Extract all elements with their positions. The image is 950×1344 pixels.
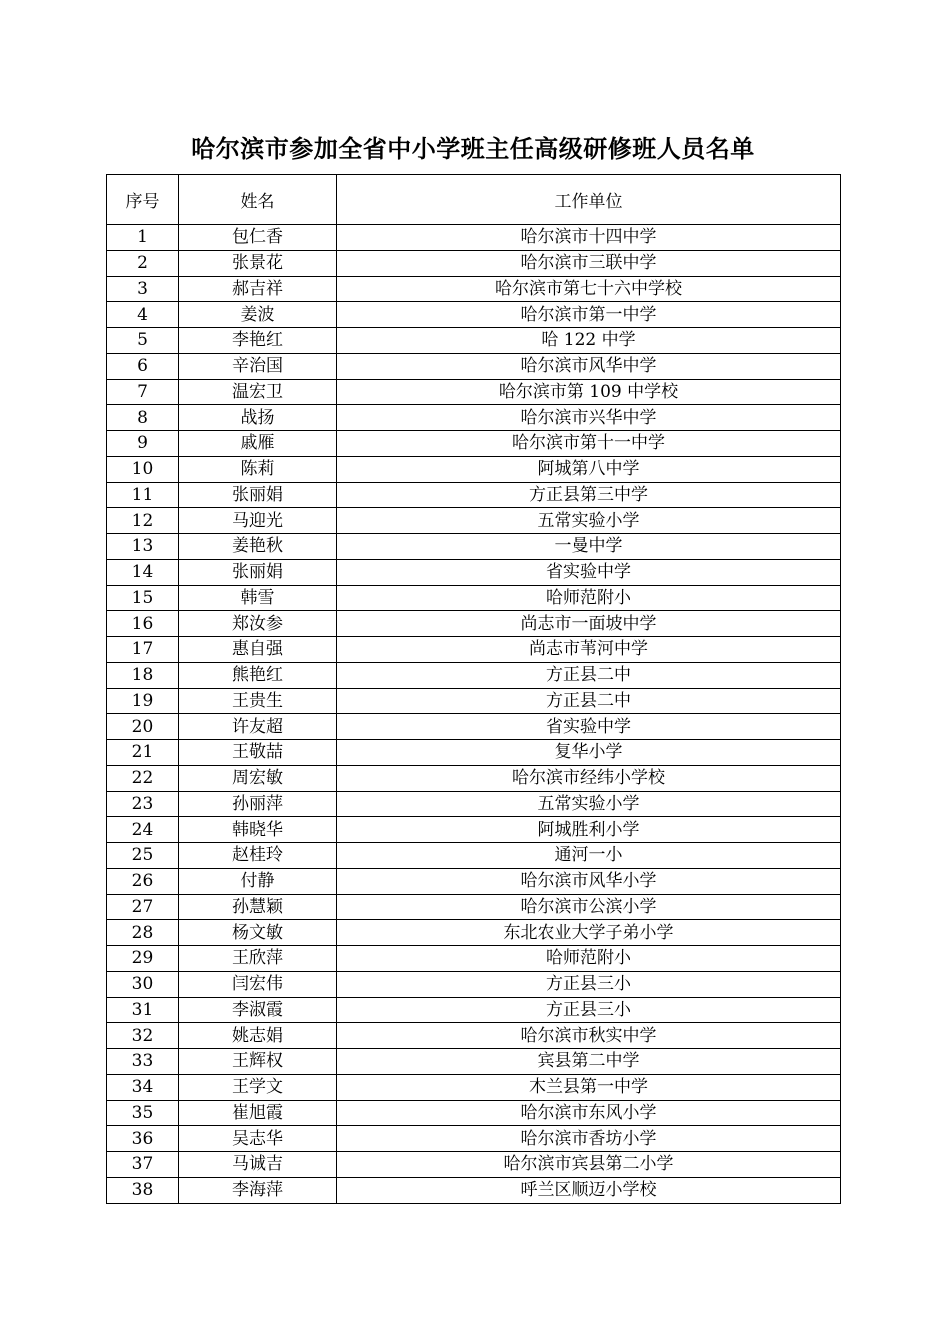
row-name-cell: 韩晓华 <box>179 817 337 843</box>
row-number-cell: 27 <box>107 894 179 920</box>
row-unit-cell: 通河一小 <box>337 843 841 869</box>
table-row <box>107 405 841 431</box>
row-number-cell: 24 <box>107 817 179 843</box>
header-no: 序号 <box>107 175 179 225</box>
row-number-cell: 26 <box>107 868 179 894</box>
row-unit-cell: 哈尔滨市十四中学 <box>337 225 841 251</box>
row-unit-cell: 呼兰区顺迈小学校 <box>337 1177 841 1203</box>
row-number-cell: 13 <box>107 534 179 560</box>
row-name-cell: 姜波 <box>179 302 337 328</box>
table-row <box>107 791 841 817</box>
row-name-cell: 马诚吉 <box>179 1152 337 1178</box>
roster-table <box>106 174 841 1204</box>
row-unit-cell: 哈尔滨市兴华中学 <box>337 405 841 431</box>
row-number-cell: 37 <box>107 1152 179 1178</box>
table-row <box>107 431 841 457</box>
table-row <box>107 250 841 276</box>
row-name-cell: 熊艳红 <box>179 662 337 688</box>
table-row <box>107 1049 841 1075</box>
row-name-cell: 戚雁 <box>179 431 337 457</box>
table-row <box>107 302 841 328</box>
row-name-cell: 王欣萍 <box>179 946 337 972</box>
row-unit-cell: 阿城胜利小学 <box>337 817 841 843</box>
row-name-cell: 张丽娟 <box>179 482 337 508</box>
row-unit-cell: 东北农业大学子弟小学 <box>337 920 841 946</box>
table-row <box>107 765 841 791</box>
row-name-cell: 孙丽萍 <box>179 791 337 817</box>
row-name-cell: 李淑霞 <box>179 997 337 1023</box>
table-row <box>107 971 841 997</box>
row-number-cell: 2 <box>107 250 179 276</box>
page-title: 哈尔滨市参加全省中小学班主任高级研修班人员名单 <box>191 135 755 163</box>
table-row <box>107 328 841 354</box>
row-unit-cell: 方正县三小 <box>337 997 841 1023</box>
table-row <box>107 714 841 740</box>
row-unit-cell: 五常实验小学 <box>337 791 841 817</box>
row-number-cell: 36 <box>107 1126 179 1152</box>
row-unit-cell: 方正县二中 <box>337 688 841 714</box>
row-name-cell: 战扬 <box>179 405 337 431</box>
row-unit-cell: 五常实验小学 <box>337 508 841 534</box>
table-row <box>107 1126 841 1152</box>
row-number-cell: 23 <box>107 791 179 817</box>
table-row <box>107 637 841 663</box>
table-row <box>107 276 841 302</box>
header-name: 姓名 <box>179 175 337 225</box>
table-row <box>107 817 841 843</box>
row-unit-cell: 哈尔滨市香坊小学 <box>337 1126 841 1152</box>
row-number-cell: 1 <box>107 225 179 251</box>
table-row <box>107 843 841 869</box>
row-name-cell: 李艳红 <box>179 328 337 354</box>
row-name-cell: 王贵生 <box>179 688 337 714</box>
row-name-cell: 崔旭霞 <box>179 1100 337 1126</box>
row-number-cell: 19 <box>107 688 179 714</box>
row-number-cell: 22 <box>107 765 179 791</box>
row-number-cell: 17 <box>107 637 179 663</box>
table-row <box>107 353 841 379</box>
table-row <box>107 456 841 482</box>
row-unit-cell: 尚志市苇河中学 <box>337 637 841 663</box>
row-number-cell: 25 <box>107 843 179 869</box>
row-number-cell: 15 <box>107 585 179 611</box>
row-number-cell: 12 <box>107 508 179 534</box>
table-row <box>107 688 841 714</box>
table-row <box>107 740 841 766</box>
row-unit-cell: 哈尔滨市东风小学 <box>337 1100 841 1126</box>
row-number-cell: 21 <box>107 740 179 766</box>
row-unit-cell: 一曼中学 <box>337 534 841 560</box>
row-unit-cell: 哈尔滨市秋实中学 <box>337 1023 841 1049</box>
row-name-cell: 韩雪 <box>179 585 337 611</box>
row-name-cell: 包仁香 <box>179 225 337 251</box>
table-row <box>107 585 841 611</box>
row-unit-cell: 哈师范附小 <box>337 585 841 611</box>
row-unit-cell: 哈尔滨市公滨小学 <box>337 894 841 920</box>
row-name-cell: 温宏卫 <box>179 379 337 405</box>
row-number-cell: 38 <box>107 1177 179 1203</box>
row-name-cell: 吴志华 <box>179 1126 337 1152</box>
row-name-cell: 周宏敏 <box>179 765 337 791</box>
row-number-cell: 8 <box>107 405 179 431</box>
row-number-cell: 32 <box>107 1023 179 1049</box>
row-unit-cell: 复华小学 <box>337 740 841 766</box>
table-row <box>107 611 841 637</box>
row-unit-cell: 哈师范附小 <box>337 946 841 972</box>
row-unit-cell: 哈 122 中学 <box>337 328 841 354</box>
row-name-cell: 郑汝参 <box>179 611 337 637</box>
table-row <box>107 1100 841 1126</box>
row-number-cell: 9 <box>107 431 179 457</box>
row-name-cell: 李海萍 <box>179 1177 337 1203</box>
row-unit-cell: 方正县二中 <box>337 662 841 688</box>
row-name-cell: 王敬喆 <box>179 740 337 766</box>
table-row <box>107 1152 841 1178</box>
header-unit: 工作单位 <box>337 175 841 225</box>
row-unit-cell: 宾县第二中学 <box>337 1049 841 1075</box>
row-unit-cell: 省实验中学 <box>337 714 841 740</box>
row-name-cell: 闫宏伟 <box>179 971 337 997</box>
row-name-cell: 姚志娟 <box>179 1023 337 1049</box>
row-number-cell: 6 <box>107 353 179 379</box>
table-row <box>107 559 841 585</box>
row-unit-cell: 哈尔滨市风华中学 <box>337 353 841 379</box>
table-row <box>107 534 841 560</box>
row-number-cell: 11 <box>107 482 179 508</box>
row-number-cell: 7 <box>107 379 179 405</box>
table-row <box>107 868 841 894</box>
row-unit-cell: 哈尔滨市经纬小学校 <box>337 765 841 791</box>
row-unit-cell: 方正县三小 <box>337 971 841 997</box>
row-number-cell: 16 <box>107 611 179 637</box>
row-name-cell: 王辉权 <box>179 1049 337 1075</box>
row-name-cell: 许友超 <box>179 714 337 740</box>
row-name-cell: 姜艳秋 <box>179 534 337 560</box>
row-number-cell: 4 <box>107 302 179 328</box>
table-header-row <box>107 175 841 225</box>
row-unit-cell: 木兰县第一中学 <box>337 1074 841 1100</box>
row-name-cell: 杨文敏 <box>179 920 337 946</box>
table-row <box>107 482 841 508</box>
row-number-cell: 29 <box>107 946 179 972</box>
row-name-cell: 惠自强 <box>179 637 337 663</box>
row-unit-cell: 哈尔滨市第 109 中学校 <box>337 379 841 405</box>
row-name-cell: 付静 <box>179 868 337 894</box>
row-name-cell: 张丽娟 <box>179 559 337 585</box>
row-number-cell: 10 <box>107 456 179 482</box>
row-unit-cell: 哈尔滨市三联中学 <box>337 250 841 276</box>
row-unit-cell: 哈尔滨市第一中学 <box>337 302 841 328</box>
row-number-cell: 28 <box>107 920 179 946</box>
table-row <box>107 1074 841 1100</box>
row-number-cell: 18 <box>107 662 179 688</box>
table-row <box>107 379 841 405</box>
row-name-cell: 张景花 <box>179 250 337 276</box>
row-number-cell: 33 <box>107 1049 179 1075</box>
row-number-cell: 3 <box>107 276 179 302</box>
table-row <box>107 920 841 946</box>
row-number-cell: 20 <box>107 714 179 740</box>
row-number-cell: 30 <box>107 971 179 997</box>
row-unit-cell: 哈尔滨市宾县第二小学 <box>337 1152 841 1178</box>
table-row <box>107 508 841 534</box>
row-name-cell: 孙慧颖 <box>179 894 337 920</box>
row-unit-cell: 哈尔滨市第七十六中学校 <box>337 276 841 302</box>
row-number-cell: 35 <box>107 1100 179 1126</box>
row-name-cell: 陈莉 <box>179 456 337 482</box>
table-body <box>107 225 841 1204</box>
table-row <box>107 662 841 688</box>
table-row <box>107 1023 841 1049</box>
row-number-cell: 34 <box>107 1074 179 1100</box>
row-unit-cell: 哈尔滨市第十一中学 <box>337 431 841 457</box>
row-name-cell: 辛治国 <box>179 353 337 379</box>
row-name-cell: 马迎光 <box>179 508 337 534</box>
row-unit-cell: 哈尔滨市风华小学 <box>337 868 841 894</box>
row-unit-cell: 省实验中学 <box>337 559 841 585</box>
row-unit-cell: 阿城第八中学 <box>337 456 841 482</box>
row-unit-cell: 方正县第三中学 <box>337 482 841 508</box>
row-unit-cell: 尚志市一面坡中学 <box>337 611 841 637</box>
row-number-cell: 14 <box>107 559 179 585</box>
table-row <box>107 894 841 920</box>
row-number-cell: 5 <box>107 328 179 354</box>
row-name-cell: 赵桂玲 <box>179 843 337 869</box>
row-name-cell: 王学文 <box>179 1074 337 1100</box>
row-number-cell: 31 <box>107 997 179 1023</box>
table-row <box>107 997 841 1023</box>
table-row <box>107 946 841 972</box>
row-name-cell: 郝吉祥 <box>179 276 337 302</box>
table-row <box>107 225 841 251</box>
table-row <box>107 1177 841 1203</box>
